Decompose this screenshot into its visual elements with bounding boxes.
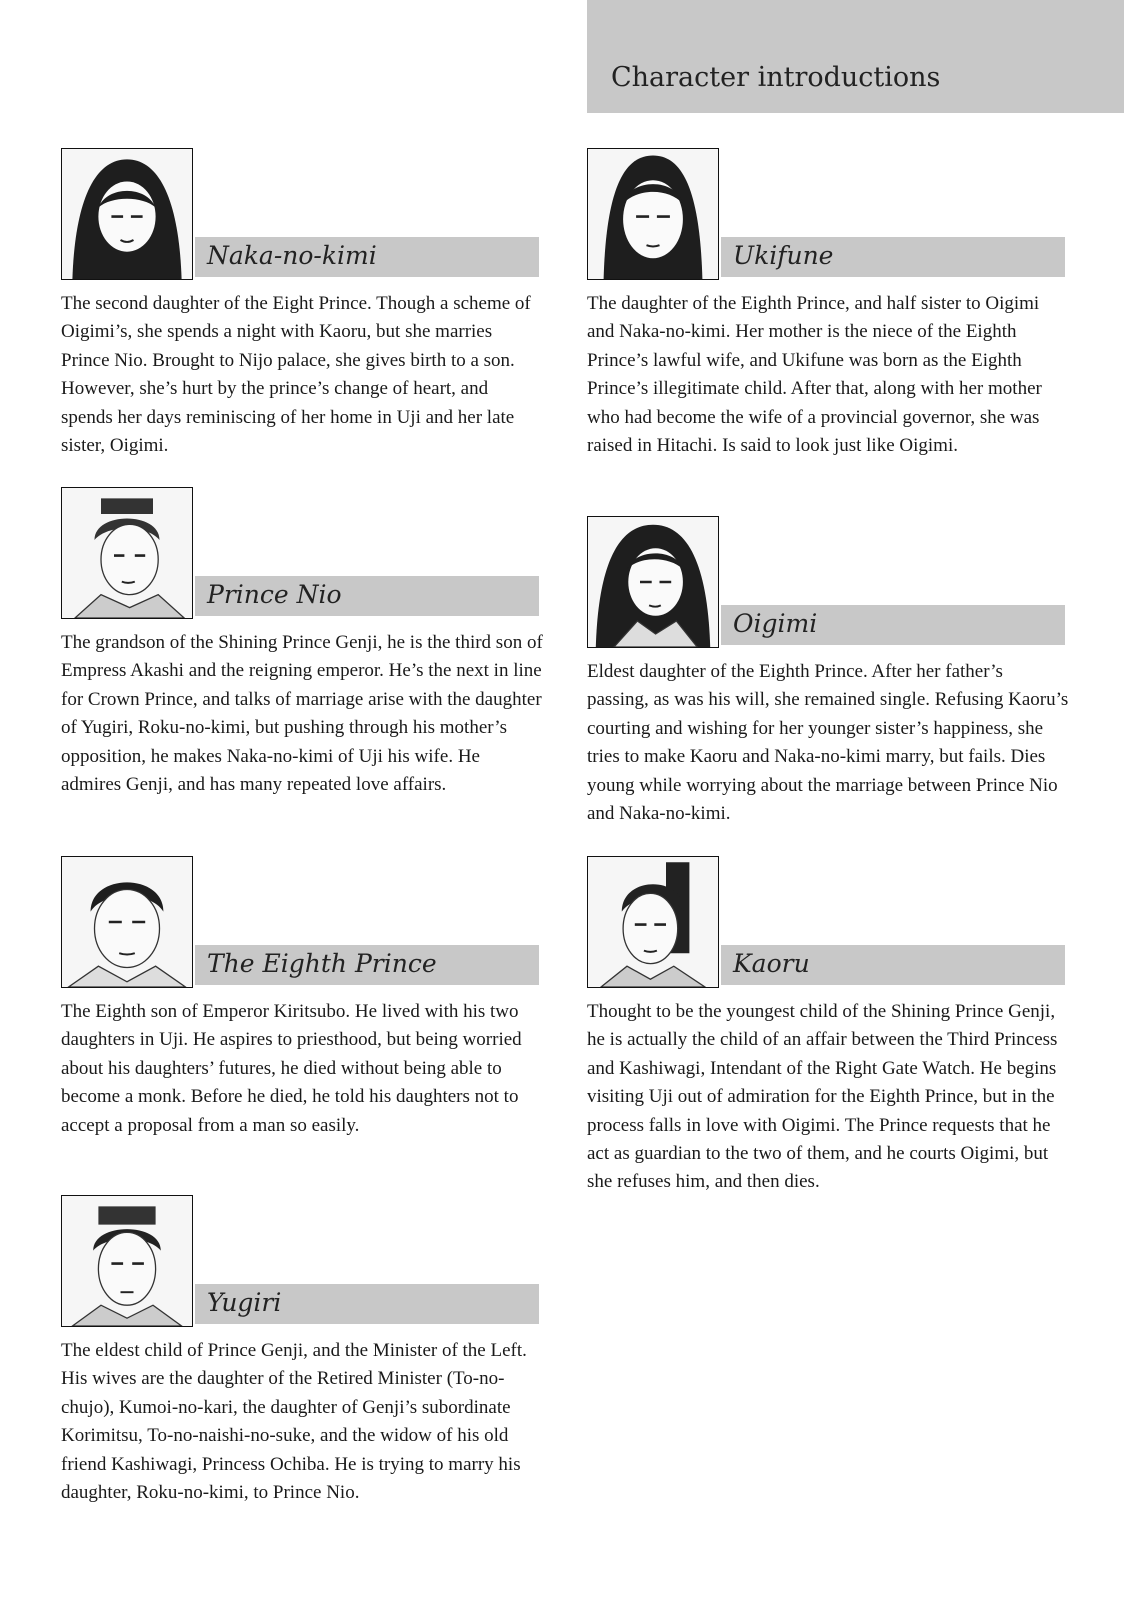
character-name: Kaoru bbox=[733, 949, 810, 978]
name-bar bbox=[195, 237, 539, 277]
portrait-eighth-prince bbox=[61, 856, 193, 988]
character-description: The daughter of the Eighth Prince, and half sister to Oigimi and Naka-no-kimi. Her mother is the niece of the Eighth Prince’s lawful wife, and Ukifune was born as the Eighth Prince’s illegitimate child. After that, along with her mother who had become the wife of a provincial governor, she was raised in Hitachi. Is said to look just like Oigimi. bbox=[587, 293, 1042, 457]
portrait-naka-no-kimi bbox=[61, 148, 193, 280]
character-description: The eldest child of Prince Genji, and the Minister of the Left. His wives are the daughter of the Retired Minister (To-no-chujo), Kumoi-no-kari, the daughter of Genji’s subordinate Korimitsu, To-no-naishi-no-suke, and the widow of his old friend Kashiwagi, Princess Ochiba. He is trying to marry his daughter, Roku-no-kimi, to Prince Nio. bbox=[61, 1340, 527, 1504]
character-description: The grandson of the Shining Prince Genji, he is the third son of Empress Akashi and the reigning emperor. He’s the next in line for Crown Prince, and talks of marriage arise with the daughter of Yugiri, Roku-no-kimi, but pushing through his mother’s opposition, he makes Naka-no-kimi of Uji his wife. He admires Genji, and has many repeated love affairs. bbox=[61, 632, 543, 796]
character-description: Thought to be the youngest child of the Shining Prince Genji, he is actually the child of an affair between the Third Princess and Kashiwagi, Intendant of the Right Gate Watch. He begins visiting Uji out of admiration for the Eighth Prince, but in the process falls in love with Oigimi. The Prince requests that he act as guardian to the two of them, and he courts Oigimi, but she refuses him, and then dies. bbox=[587, 1001, 1058, 1193]
portrait-ukifune bbox=[587, 148, 719, 280]
name-bar bbox=[721, 945, 1065, 985]
character-name: Yugiri bbox=[207, 1288, 282, 1317]
portrait-kaoru bbox=[587, 856, 719, 988]
character-description: The Eighth son of Emperor Kiritsubo. He lived with his two daughters in Uji. He aspires to priesthood, but being worried about his daughters’ futures, he died without being able to become a monk. Before he died, he told his daughters not to accept a proposal from a man so easily. bbox=[61, 1001, 522, 1136]
character-description: Eldest daughter of the Eighth Prince. After her father’s passing, as was his will, she remained single. Refusing Kaoru’s courting and wishing for her younger sister’s happiness, she tries to make Kaoru and Naka-no-kimi marry, but fails. Dies young while worrying about the marriage between Prince Nio and Naka-no-kimi. bbox=[587, 661, 1069, 825]
name-bar bbox=[721, 237, 1065, 277]
character-name: Oigimi bbox=[733, 609, 818, 638]
character-name: Prince Nio bbox=[207, 580, 342, 609]
portrait-oigimi bbox=[587, 516, 719, 648]
character-name: Naka-no-kimi bbox=[207, 241, 377, 270]
character-description: The second daughter of the Eight Prince. Though a scheme of Oigimi’s, she spends a night with Kaoru, but she marries Prince Nio. Brought to Nijo palace, she gives birth to a son. However, she’s hurt by the prince’s change of heart, and spends her days reminiscing of her home in Uji and her late sister, Oigimi. bbox=[61, 293, 531, 457]
name-bar bbox=[721, 605, 1065, 645]
name-bar bbox=[195, 576, 539, 616]
portrait-prince-nio bbox=[61, 487, 193, 619]
name-bar bbox=[195, 1284, 539, 1324]
portrait-yugiri bbox=[61, 1195, 193, 1327]
character-name: Ukifune bbox=[733, 241, 834, 270]
page-title: Character introductions bbox=[611, 62, 941, 93]
header-bar bbox=[587, 0, 1124, 113]
character-name: The Eighth Prince bbox=[207, 949, 437, 978]
name-bar bbox=[195, 945, 539, 985]
